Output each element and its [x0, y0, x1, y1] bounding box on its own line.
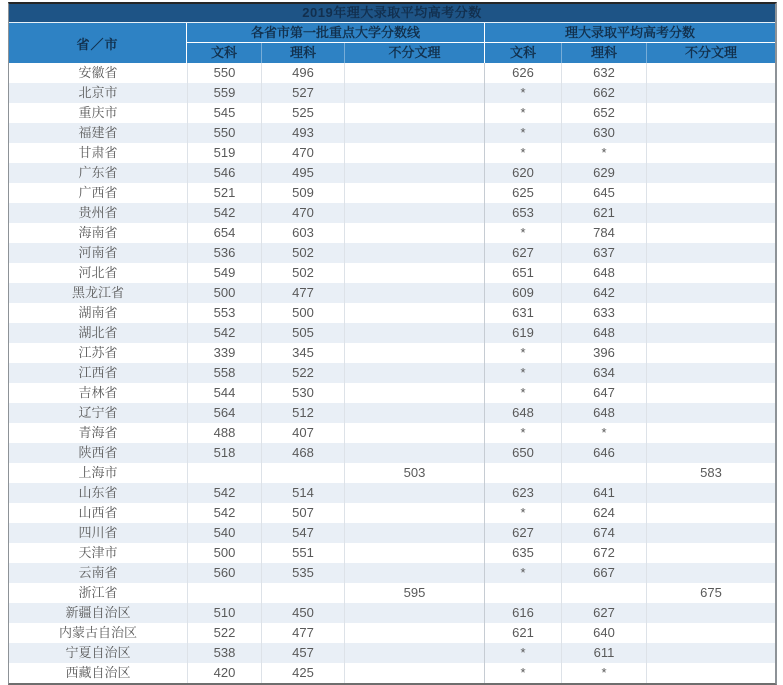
score-cell	[646, 663, 775, 683]
province-cell: 广东省	[78, 165, 118, 180]
score-cell: 672	[561, 543, 646, 563]
score-cell: 514	[261, 483, 344, 503]
table-row	[9, 403, 775, 423]
score-cell: 396	[561, 343, 646, 363]
subheader-combined-left: 不分文理	[344, 43, 484, 63]
score-cell: *	[484, 223, 561, 243]
province-cell: 黑龙江省	[71, 285, 124, 300]
score-cell: 784	[561, 223, 646, 243]
subheader-arts-right: 文科	[484, 43, 561, 63]
score-cell: 650	[484, 443, 561, 463]
score-cell: *	[484, 83, 561, 103]
province-cell: 吉林省	[78, 385, 118, 400]
province-cell: 新疆自治区	[65, 605, 131, 620]
score-cell	[646, 643, 775, 663]
score-cell: 500	[187, 543, 261, 563]
score-cell	[344, 623, 484, 643]
score-cell: 542	[187, 483, 261, 503]
score-cell	[261, 463, 344, 483]
table-row	[9, 343, 775, 363]
score-cell: 634	[561, 363, 646, 383]
score-cell: 536	[187, 243, 261, 263]
score-cell: 675	[646, 583, 775, 603]
score-cell: 559	[187, 83, 261, 103]
score-cell: 420	[187, 663, 261, 683]
table-row	[9, 563, 775, 583]
score-cell	[344, 563, 484, 583]
score-cell	[646, 263, 775, 283]
table-row	[9, 463, 775, 483]
score-cell: 627	[484, 523, 561, 543]
score-cell: *	[484, 643, 561, 663]
table-row	[9, 643, 775, 663]
score-cell	[646, 103, 775, 123]
score-cell	[344, 123, 484, 143]
score-cell: 550	[187, 123, 261, 143]
score-cell: 544	[187, 383, 261, 403]
score-cell	[344, 603, 484, 623]
score-cell	[646, 363, 775, 383]
score-cell	[646, 323, 775, 343]
score-cell: 609	[484, 283, 561, 303]
province-cell: 宁夏自治区	[65, 645, 131, 660]
score-cell	[344, 283, 484, 303]
table-row	[9, 443, 775, 463]
score-cell	[646, 523, 775, 543]
score-cell	[344, 423, 484, 443]
score-cell	[344, 343, 484, 363]
province-cell: 重庆市	[78, 105, 118, 120]
score-cell: 496	[261, 63, 344, 83]
table-row	[9, 243, 775, 263]
score-cell: 648	[561, 323, 646, 343]
province-cell: 河北省	[78, 265, 118, 280]
score-cell: *	[484, 663, 561, 683]
table-row	[9, 143, 775, 163]
table-body	[9, 63, 775, 683]
score-cell	[646, 223, 775, 243]
province-cell: 内蒙古自治区	[58, 625, 137, 640]
score-cell: 521	[187, 183, 261, 203]
score-cell	[484, 463, 561, 483]
score-cell: 653	[484, 203, 561, 223]
score-cell: 500	[187, 283, 261, 303]
province-cell: 贵州省	[78, 205, 118, 220]
score-cell: 564	[187, 403, 261, 423]
score-cell: 630	[561, 123, 646, 143]
score-cell: 339	[187, 343, 261, 363]
score-cell: *	[484, 123, 561, 143]
score-cell: 470	[261, 203, 344, 223]
score-cell	[344, 643, 484, 663]
score-cell	[187, 583, 261, 603]
score-cell	[344, 503, 484, 523]
score-cell: 503	[344, 463, 484, 483]
table-row	[9, 83, 775, 103]
score-cell: 425	[261, 663, 344, 683]
score-cell	[561, 583, 646, 603]
score-cell	[344, 383, 484, 403]
table-row	[9, 123, 775, 143]
score-cell: 648	[561, 263, 646, 283]
subheader-arts-left: 文科	[210, 45, 237, 60]
score-cell: 620	[484, 163, 561, 183]
table-row	[9, 363, 775, 383]
score-cell	[646, 543, 775, 563]
score-cell	[646, 623, 775, 643]
score-cell: *	[484, 363, 561, 383]
score-cell	[646, 483, 775, 503]
score-cell: 493	[261, 123, 344, 143]
score-cell: 583	[646, 463, 775, 483]
score-cell: 407	[261, 423, 344, 443]
score-cell: *	[484, 103, 561, 123]
table-row	[9, 103, 775, 123]
score-cell	[484, 583, 561, 603]
province-cell: 西藏自治区	[65, 665, 131, 680]
score-cell	[646, 423, 775, 443]
score-cell	[344, 663, 484, 683]
score-cell	[646, 283, 775, 303]
score-cell: 507	[261, 503, 344, 523]
score-cell: 510	[187, 603, 261, 623]
score-cell: 553	[187, 303, 261, 323]
score-cell	[344, 203, 484, 223]
table-row	[9, 383, 775, 403]
table-row	[9, 663, 775, 683]
score-cell	[646, 383, 775, 403]
score-cell: 603	[261, 223, 344, 243]
score-cell: 621	[484, 623, 561, 643]
score-cell	[344, 363, 484, 383]
score-cell: 535	[261, 563, 344, 583]
score-cell	[646, 83, 775, 103]
score-cell: 631	[484, 303, 561, 323]
province-cell: 甘肃省	[78, 145, 118, 160]
score-cell: 525	[261, 103, 344, 123]
score-cell: 509	[261, 183, 344, 203]
score-cell: 545	[187, 103, 261, 123]
score-cell: 595	[344, 583, 484, 603]
table-row	[9, 423, 775, 443]
score-cell	[344, 243, 484, 263]
table-title: 2019年理大录取平均高考分数	[9, 4, 775, 23]
table-row	[9, 503, 775, 523]
table-row	[9, 623, 775, 643]
score-cell: 558	[187, 363, 261, 383]
score-cell: 627	[561, 603, 646, 623]
group-header-admission-scores: 理大录取平均高考分数	[484, 23, 775, 43]
score-cell	[646, 603, 775, 623]
score-cell: 646	[561, 443, 646, 463]
score-cell: 495	[261, 163, 344, 183]
score-cell	[344, 263, 484, 283]
table-row	[9, 263, 775, 283]
score-cell	[344, 83, 484, 103]
table-row	[9, 323, 775, 343]
score-cell	[646, 203, 775, 223]
score-cell: 619	[484, 323, 561, 343]
score-cell: *	[484, 503, 561, 523]
score-cell: 500	[261, 303, 344, 323]
score-cell	[344, 183, 484, 203]
score-cell: 616	[484, 603, 561, 623]
score-cell	[646, 143, 775, 163]
score-cell: 550	[187, 63, 261, 83]
province-column-header: 省／市	[9, 23, 187, 63]
score-cell: 641	[561, 483, 646, 503]
score-cell: 627	[484, 243, 561, 263]
score-cell	[344, 63, 484, 83]
score-cell: 522	[187, 623, 261, 643]
score-cell: 642	[561, 283, 646, 303]
score-cell: 632	[561, 63, 646, 83]
table-row	[9, 223, 775, 243]
score-cell	[646, 563, 775, 583]
score-cell: *	[561, 663, 646, 683]
score-cell: 625	[484, 183, 561, 203]
province-cell: 陕西省	[78, 445, 118, 460]
province-cell: 四川省	[78, 525, 118, 540]
score-cell: 621	[561, 203, 646, 223]
score-cell: 470	[261, 143, 344, 163]
score-cell: 502	[261, 243, 344, 263]
score-cell: 505	[261, 323, 344, 343]
score-cell: 450	[261, 603, 344, 623]
score-cell: 502	[261, 263, 344, 283]
province-cell: 山西省	[78, 505, 118, 520]
group-header-benchmark-scores: 各省市第一批重点大学分数线	[187, 23, 484, 43]
score-cell: 468	[261, 443, 344, 463]
score-cell: *	[484, 423, 561, 443]
score-cell: 626	[484, 63, 561, 83]
table-row	[9, 483, 775, 503]
score-cell: 547	[261, 523, 344, 543]
score-cell: 538	[187, 643, 261, 663]
score-cell: *	[484, 143, 561, 163]
table-row	[9, 303, 775, 323]
score-cell: 645	[561, 183, 646, 203]
table-row	[9, 203, 775, 223]
score-cell	[344, 323, 484, 343]
score-cell	[646, 63, 775, 83]
table-header	[9, 23, 775, 63]
score-cell	[344, 483, 484, 503]
score-cell: 542	[187, 503, 261, 523]
score-cell: 527	[261, 83, 344, 103]
province-cell: 江苏省	[78, 345, 118, 360]
province-cell: 广西省	[78, 185, 118, 200]
score-cell: 654	[187, 223, 261, 243]
score-cell	[646, 343, 775, 363]
score-cell: 488	[187, 423, 261, 443]
province-cell: 上海市	[78, 465, 118, 480]
score-cell	[344, 103, 484, 123]
score-cell	[646, 443, 775, 463]
province-cell: 安徽省	[78, 65, 118, 80]
score-cell: 635	[484, 543, 561, 563]
score-cell	[344, 523, 484, 543]
score-cell	[187, 463, 261, 483]
score-cell: *	[561, 423, 646, 443]
score-cell	[344, 143, 484, 163]
score-cell: 542	[187, 323, 261, 343]
score-cell: 519	[187, 143, 261, 163]
score-cell: 611	[561, 643, 646, 663]
table-row	[9, 63, 775, 83]
score-cell	[646, 403, 775, 423]
score-cell: 560	[187, 563, 261, 583]
score-cell	[561, 463, 646, 483]
province-cell: 湖北省	[78, 325, 118, 340]
score-cell	[646, 243, 775, 263]
score-cell	[646, 183, 775, 203]
score-cell: 540	[187, 523, 261, 543]
score-cell: 648	[561, 403, 646, 423]
table-row	[9, 603, 775, 623]
province-cell: 山东省	[78, 485, 118, 500]
score-cell: 629	[561, 163, 646, 183]
subheader-science-left: 理科	[261, 43, 344, 63]
province-cell: 辽宁省	[78, 405, 118, 420]
province-cell: 浙江省	[78, 585, 118, 600]
score-cell: 674	[561, 523, 646, 543]
score-cell: *	[484, 343, 561, 363]
score-cell	[344, 163, 484, 183]
score-cell: *	[484, 563, 561, 583]
score-cell: 637	[561, 243, 646, 263]
score-cell: 640	[561, 623, 646, 643]
score-cell: 662	[561, 83, 646, 103]
score-cell: 623	[484, 483, 561, 503]
score-cell: *	[561, 143, 646, 163]
province-cell: 北京市	[78, 85, 118, 100]
table-row	[9, 283, 775, 303]
score-cell	[344, 403, 484, 423]
subheader-combined-right: 不分文理	[646, 43, 775, 63]
score-table	[8, 2, 777, 685]
table-row	[9, 183, 775, 203]
score-cell	[344, 303, 484, 323]
score-cell	[646, 123, 775, 143]
score-cell: 522	[261, 363, 344, 383]
subheader-science-right: 理科	[561, 43, 646, 63]
score-cell	[261, 583, 344, 603]
score-cell: 518	[187, 443, 261, 463]
province-cell: 海南省	[78, 225, 118, 240]
score-cell: 542	[187, 203, 261, 223]
province-cell: 云南省	[78, 565, 118, 580]
score-cell: 457	[261, 643, 344, 663]
province-cell: 河南省	[78, 245, 118, 260]
province-cell: 天津市	[78, 545, 118, 560]
score-cell: 477	[261, 623, 344, 643]
table-row	[9, 523, 775, 543]
score-cell: 651	[484, 263, 561, 283]
score-cell: 477	[261, 283, 344, 303]
score-cell: 549	[187, 263, 261, 283]
score-cell: 652	[561, 103, 646, 123]
province-cell: 江西省	[78, 365, 118, 380]
score-cell	[646, 503, 775, 523]
score-cell: 530	[261, 383, 344, 403]
score-cell: 345	[261, 343, 344, 363]
score-cell: 647	[561, 383, 646, 403]
score-cell: 512	[261, 403, 344, 423]
score-cell: 667	[561, 563, 646, 583]
score-cell	[646, 303, 775, 323]
score-cell: 624	[561, 503, 646, 523]
score-cell	[344, 443, 484, 463]
score-cell	[344, 223, 484, 243]
score-cell: 546	[187, 163, 261, 183]
province-cell: 湖南省	[78, 305, 118, 320]
score-cell	[344, 543, 484, 563]
table-row	[9, 543, 775, 563]
score-cell: 648	[484, 403, 561, 423]
table-row	[9, 163, 775, 183]
province-cell: 青海省	[78, 425, 118, 440]
score-cell: *	[484, 383, 561, 403]
score-cell: 633	[561, 303, 646, 323]
score-cell	[646, 163, 775, 183]
table-row	[9, 583, 775, 603]
score-cell: 551	[261, 543, 344, 563]
province-cell: 福建省	[78, 125, 118, 140]
